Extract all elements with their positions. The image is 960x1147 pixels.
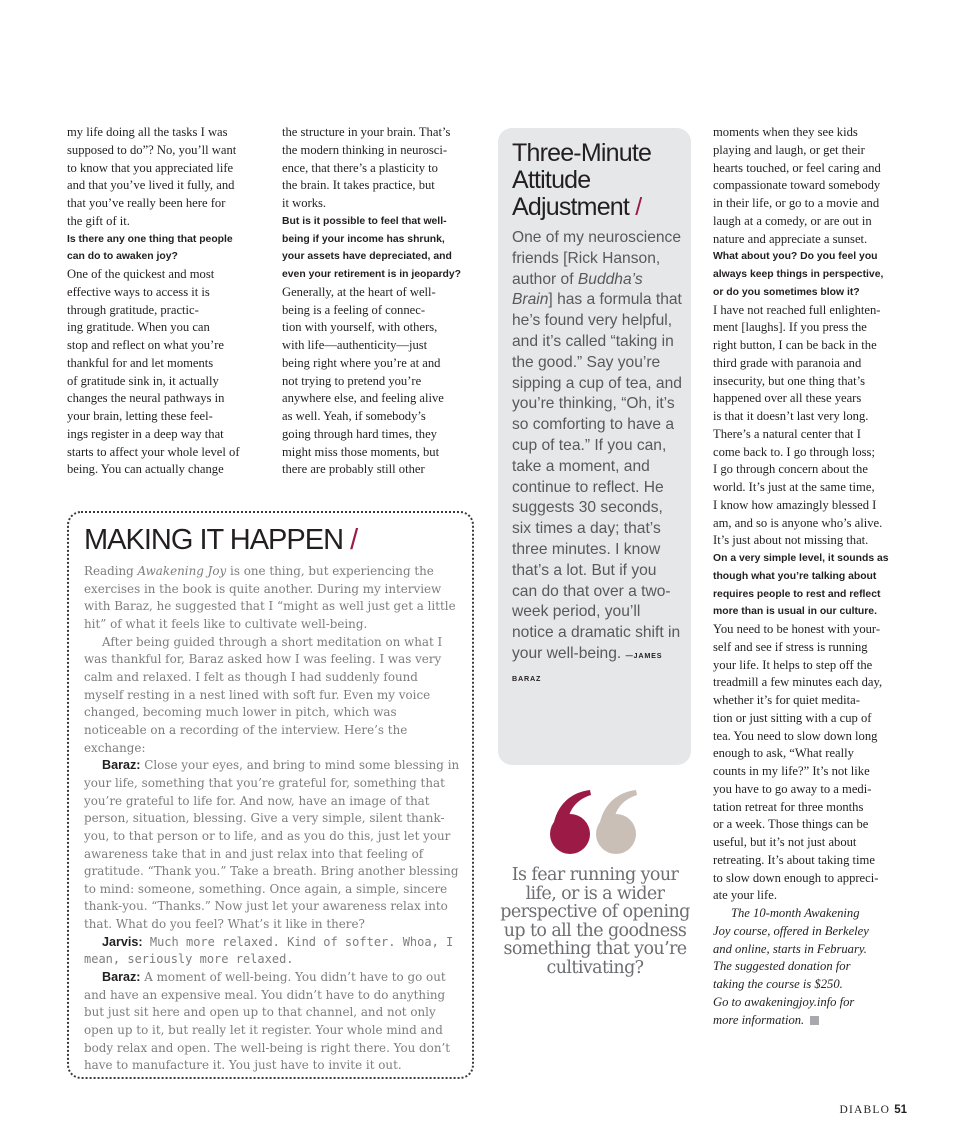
column-2-intro: the structure in your brain. That’s the modern thinking in neurosci- ence, that there’s a plasticity to the brain. It takes practice, but it works. [282, 125, 451, 210]
book-title: Buddha’s Brain [512, 270, 643, 309]
exchange-baraz-1: Baraz: Close your eyes, and bring to mind some blessing in your life, something that you’re grateful for, something that you’re grateful to life for. And now, have an image of that person, situation, blessing. Give a very simple, silent thank-you, to that person or to life, and as you do this, just let your awareness take that in and just relax into that feeling of gratitude. “Thank you.” Take a breath. Bring another blessing to mind: someone, something. Once again, a simple, sincere thank-you. “Thanks.” Now just let your awareness relax into that. What do you feel? What’s it like in there? [84, 758, 460, 932]
column-1 [67, 124, 262, 479]
page-number: 51 [894, 1104, 907, 1116]
interview-question: On a very simple level, it sounds as though what you’re talking about requires people to rest and reflect more than is usual in our culture. [713, 553, 889, 618]
box-title: MAKING IT HAPPEN / [84, 524, 358, 556]
sidebar-body: One of my neuroscience friends [Rick Hanson, author of Buddha’s Brain] has a formula that he’s found very helpful, and it’s called “taking in the good.” Say you’re sipping a cup of tea, and you’re thinking, “Oh, it’s so comforting to have a cup of tea.” If you can, take a moment, and continue to reflect. He suggests 30 seconds, six times a day; that’s three minutes. I know that’s a lot. But if you can do that over a two-week period, you’ll notice a dramatic shift in your well-being. —JAMES BARAZ [512, 229, 682, 683]
magazine-name: DIABLO [839, 1104, 891, 1116]
book-title: Awakening Joy [137, 564, 227, 578]
quote-mark-left [550, 790, 591, 854]
box-paragraph-2: After being guided through a short meditation on what I was thankful for, Baraz asked how I was feeling. I was very calm and relaxed. I felt as though I had suddenly found myself resting in a nest lined with soft fur. Even my voice changed, becoming much lower in pitch, which was noticeable on a recording of the interview. Here’s the exchange: [84, 634, 443, 755]
page-footer [839, 1104, 907, 1116]
byline: —JAMES BARAZ [512, 650, 663, 683]
quote-marks-icon [548, 790, 640, 860]
interview-answer: You need to be honest with your- self and see if stress is running your life. It helps to step off the treadmill a few minutes each day, whether it’s for quiet medita- tion or just sitting with a cup of tea. You need to slow down long enough to ask, “What really counts in my life?” It’s not like you have to go away to a medi- tation retreat for three months or a week. Those things can be useful, but it’s not just about retreating. It’s about taking time to slow down enough to appreci- ate your life. [713, 622, 883, 903]
interview-answer: Generally, at the heart of well- being is a feeling of connec- tion with yourself, with others, with life—authenticity—just being right where you’re at and not trying to pretend you’re anywhere else, and feeling alive as well. Yeah, if somebody’s going through hard times, they might miss those moments, but there are probably still other [282, 284, 444, 477]
column-4-intro: moments when they see kids playing and laugh, or get their hearts touched, or feel caring and compassionate toward somebody in their life, or go to a movie and laugh at a comedy, or are out in nature and appreciate a sunset. [713, 125, 881, 246]
interview-question: But is it possible to feel that well- being if your income has shrunk, your assets have depreciated, and even your retirement is in jeopardy? [282, 215, 462, 280]
column-1-intro: my life doing all the tasks I was supposed to do”? No, you’ll want to know that you appreciated life and that you’ve lived it fully, and that you’ve really been here for the gift of it. [67, 125, 237, 228]
quote-mark-right [596, 790, 637, 854]
end-mark-icon [810, 1016, 819, 1025]
box-paragraph-1: Reading Awakening Joy is one thing, but experiencing the exercises in the book is quite another. During my interview with Baraz, he suggested that I “might as well just get a little hit” of what it feels like to cultivate well-being. [84, 564, 456, 631]
interview-answer: One of the quickest and most effective ways to access it is through gratitude, practic- ing gratitude. When you can stop and reflect on what you’re thankful for and let moments of gratitude sink in, it actually changes the neural pathways in your brain, letting these feel- ings register in a deep way that starts to affect your whole level of being. You can actually change [67, 267, 240, 477]
box-body [84, 563, 460, 1075]
speaker-label: Baraz: [102, 970, 141, 985]
column-4 [713, 124, 913, 1029]
interview-answer: I have not reached full enlighten- ment [laughs]. If you press the right button, I can be back in the third grade with paranoia and insecurity, but one thing that’s happened over all these years is that it doesn’t last very long. There’s a natural center that I come back to. I go through loss; I go through concern about the world. It’s just at the same time, I know how amazingly blessed I am, and so is anyone who’s alive. It’s just about not missing that. [713, 302, 883, 548]
title-slash: / [635, 193, 642, 221]
pull-quote: Is fear running your life, or is a wider perspective of opening up to all the goodness something that you’re cultivating? [500, 865, 690, 978]
interview-question: Is there any one thing that people can do to awaken joy? [67, 233, 233, 263]
exchange-baraz-2: Baraz: A moment of well-being. You didn’t have to go out and have an expensive meal. You didn’t have to do anything but just sit here and open up to that channel, and not only open up to it, but really let it register. Your whole mind and body relax and open. The well-being is right there. You don’t have to manufacture it. You just have to invite it out. [84, 970, 451, 1073]
column-2 [282, 124, 482, 479]
course-note: The 10-month Awakening Joy course, offered in Berkeley and online, starts in February. The suggested donation for taking the course is $250. Go to awakeningjoy.info for more information. [713, 906, 869, 1027]
speaker-label: Baraz: [102, 758, 141, 773]
title-slash: / [350, 524, 358, 556]
sidebar-title: Three-Minute Attitude Adjustment / [512, 139, 652, 221]
exchange-jarvis: Jarvis: Much more relaxed. Kind of softer. Whoa, I mean, seriously more relaxed. [84, 934, 454, 967]
speaker-label: Jarvis: [102, 934, 143, 949]
interview-question: What about you? Do you feel you always keep things in perspective, or do you sometimes blow it? [713, 251, 884, 298]
